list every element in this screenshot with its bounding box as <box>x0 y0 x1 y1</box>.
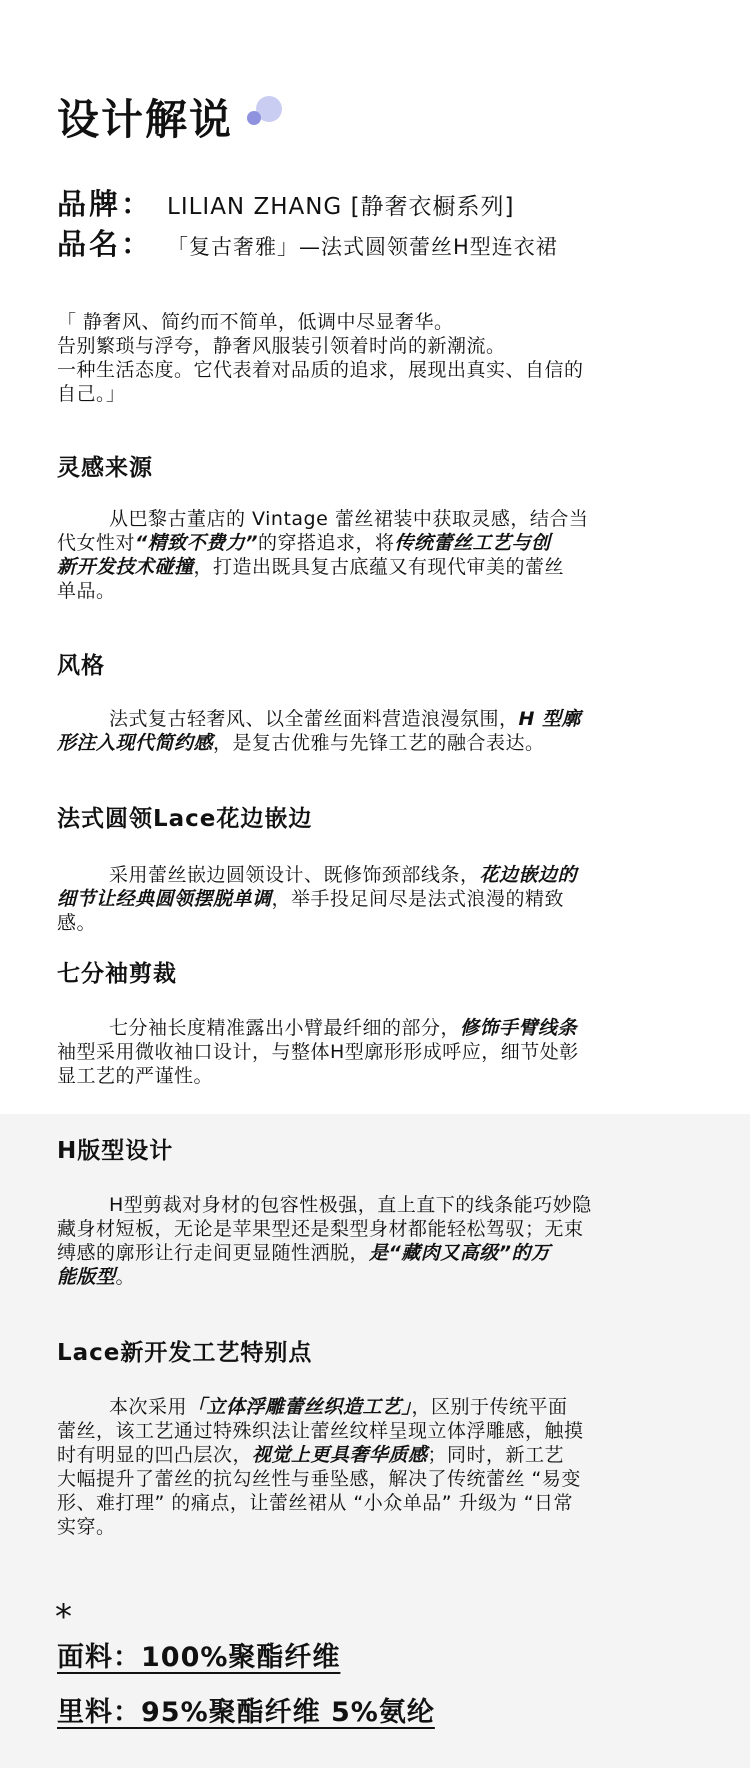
body-line: 感。 <box>57 912 97 934</box>
emphasis: 形注入现代简约感 <box>57 732 214 754</box>
emphasis: 花边嵌边的 <box>479 864 578 886</box>
body-line: 采用蕾丝嵌边圆领设计、既修饰颈部线条，花边嵌边的 <box>109 864 578 886</box>
body-line: 代女性对“精致不费力”的穿搭追求，将传统蕾丝工艺与创 <box>57 532 551 554</box>
section-title-collar: 法式圆领Lace花边嵌边 <box>57 806 313 832</box>
product-label: 品名： <box>57 227 154 261</box>
quote-line: 自己。」 <box>57 383 126 405</box>
section-title-lace: Lace新开发工艺特别点 <box>57 1340 313 1366</box>
section-body-lace <box>57 1395 697 1539</box>
body-line: 实穿。 <box>57 1516 116 1538</box>
fabric-composition: 面料：100%聚酯纤维 <box>57 1642 341 1673</box>
body-line: 形注入现代简约感，是复古优雅与先锋工艺的融合表达。 <box>57 732 545 754</box>
product-value: 「复古奢雅」—法式圆领蕾丝H型连衣裙 <box>167 235 558 259</box>
quote-line: 「 静奢风、简约而不简单，低调中尽显奢华。 <box>57 311 454 333</box>
body-line: 显工艺的严谨性。 <box>57 1065 214 1087</box>
body-line: 本次采用「立体浮雕蕾丝织造工艺」，区别于传统平面 <box>109 1396 568 1418</box>
section-body-style <box>57 707 697 755</box>
body-line: 能版型。 <box>57 1266 136 1288</box>
emphasis: 修饰手臂线条 <box>460 1017 578 1039</box>
body-line: 蕾丝，该工艺通过特殊织法让蕾丝纹样呈现立体浮雕感，触摸 <box>57 1420 584 1442</box>
body-line: 藏身材短板，无论是苹果型还是梨型身材都能轻松驾驭；无束 <box>57 1218 584 1240</box>
body-line: 细节让经典圆领摆脱单调，举手投足间尽是法式浪漫的精致 <box>57 888 565 910</box>
decorative-dots-icon <box>247 96 287 136</box>
lining-composition: 里料：95%聚酯纤维 5%氨纶 <box>57 1697 435 1728</box>
emphasis: 是“藏肉又高级”的万 <box>369 1242 551 1264</box>
intro-quote <box>57 310 707 406</box>
section-title-style: 风格 <box>57 653 105 679</box>
body-line: 时有明显的凹凸层次，视觉上更具奢华质感；同时，新工艺 <box>57 1444 565 1466</box>
section-body-sleeve <box>57 1016 697 1088</box>
section-body-inspiration <box>57 507 697 603</box>
quote-line: 告别繁琐与浮夸，静奢风服装引领着时尚的新潮流。 <box>57 335 506 357</box>
small-dot <box>247 111 261 125</box>
body-line: 七分袖长度精准露出小臂最纤细的部分，修饰手臂线条 <box>109 1017 578 1039</box>
brand-value: LILIAN ZHANG [静奢衣橱系列] <box>167 194 515 220</box>
quote-line: 一种生活态度。它代表着对品质的追求，展现出真实、自信的 <box>57 359 584 381</box>
body-line: 大幅提升了蕾丝的抗勾丝性与垂坠感，解决了传统蕾丝 “易变 <box>57 1468 581 1490</box>
body-line: 法式复古轻奢风、以全蕾丝面料营造浪漫氛围，H 型廓 <box>109 708 582 730</box>
emphasis: “精致不费力” <box>135 532 258 554</box>
page-title: 设计解说 <box>57 95 234 144</box>
brand-row <box>57 182 515 223</box>
section-body-collar <box>57 863 697 935</box>
emphasis: H 型廓 <box>518 708 582 730</box>
emphasis: 新开发技术碰撞 <box>57 556 194 578</box>
title-row <box>57 92 287 148</box>
asterisk-marker: * <box>55 1597 72 1637</box>
body-line: 新开发技术碰撞，打造出既具复古底蕴又有现代审美的蕾丝 <box>57 556 565 578</box>
section-title-sleeve: 七分袖剪裁 <box>57 961 177 987</box>
body-line: 袖型采用微收袖口设计，与整体H型廓形形成呼应，细节处彰 <box>57 1041 579 1063</box>
emphasis: 传统蕾丝工艺与创 <box>394 532 551 554</box>
body-line: 单品。 <box>57 580 116 602</box>
product-row <box>57 222 558 263</box>
emphasis: 视觉上更具奢华质感 <box>252 1444 428 1466</box>
body-line: 缚感的廓形让行走间更显随性洒脱，是“藏肉又高级”的万 <box>57 1242 551 1264</box>
section-title-inspiration: 灵感来源 <box>57 455 153 481</box>
emphasis: 细节让经典圆领摆脱单调 <box>57 888 272 910</box>
brand-label: 品牌： <box>57 187 154 221</box>
body-line: 形、难打理” 的痛点，让蕾丝裙从 “小众单品” 升级为 “日常 <box>57 1492 574 1514</box>
body-line: H型剪裁对身材的包容性极强，直上直下的线条能巧妙隐 <box>109 1194 592 1216</box>
body-line: 从巴黎古董店的 Vintage 蕾丝裙装中获取灵感，结合当 <box>109 508 589 530</box>
emphasis: 能版型 <box>57 1266 116 1288</box>
emphasis: 「立体浮雕蕾丝织造工艺」 <box>187 1396 412 1418</box>
section-body-hcut <box>57 1193 697 1289</box>
section-title-hcut: H版型设计 <box>57 1138 174 1164</box>
